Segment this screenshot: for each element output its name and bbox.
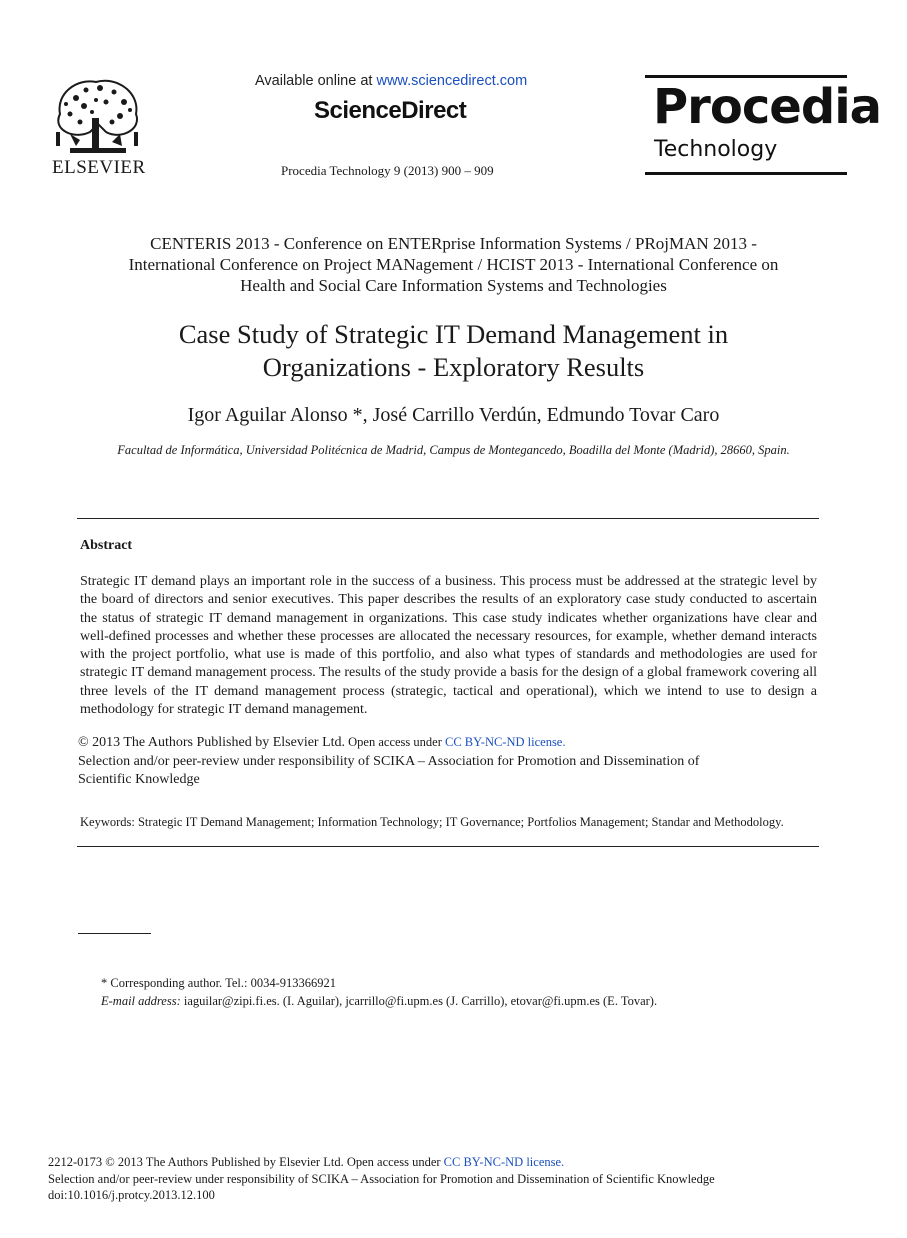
conference-info <box>0 233 907 296</box>
footer-line-1 <box>48 1154 715 1171</box>
license-link[interactable]: CC BY-NC-ND license. <box>445 735 566 749</box>
sciencedirect-logo: ScienceDirect <box>314 97 467 124</box>
page-footer <box>48 1154 715 1204</box>
footer-license-link[interactable]: CC BY-NC-ND license. <box>443 1155 565 1169</box>
email-label: E-mail address: <box>101 994 181 1008</box>
logo-bottom-bar <box>645 172 847 175</box>
divider-bottom <box>77 846 819 847</box>
conference-line-1: CENTERIS 2013 - Conference on ENTERprise Information Systems / PRojMAN 2013 - <box>150 234 757 253</box>
conference-line-2: International Conference on Project MANagement / HCIST 2013 - International Conference on <box>128 255 779 274</box>
sciencedirect-link[interactable]: www.sciencedirect.com <box>376 73 528 89</box>
corresponding-author: * Corresponding author. Tel.: 0034-913366921 <box>101 976 336 990</box>
footnote-rule <box>78 933 151 934</box>
copyright-line-2: Selection and/or peer-review under responsibility of SCIKA – Association for Promotion and Dissemination of <box>78 753 700 769</box>
procedia-title: Procedia <box>653 79 882 135</box>
email-addresses <box>101 994 657 1009</box>
copyright-main: © 2013 The Authors Published by Elsevier Ltd. <box>78 735 346 750</box>
copyright-line-1 <box>78 733 818 753</box>
affiliation: Facultad de Informática, Universidad Politécnica de Madrid, Campus de Montegancedo, Boadilla del Monte (Madrid), 28660, Spain. <box>117 443 790 457</box>
abstract-text: Strategic IT demand plays an important role in the success of a business. This process must be addressed at the strategic level by the board of directors and senior executives. This paper describes the results of an exploratory case study conducted to ascertain the status of strategic IT demand management in organizations. This case study indicates whether organizations have clear and well-defined processes and whether these processes are allocated the necessary resources, for example, whether demand interacts with the project portfolio, what use is made of this portfolio, and also what types of standards and methodologies are used for strategic IT demand management process. The results of the study provide a basis for the design of a global framework covering all three levels of the IT demand management process (strategic, tactical and operational), which we intend to use to design a methodology for strategic IT demand management. <box>80 574 817 718</box>
logo-top-bar <box>645 75 847 78</box>
open-access-text: Open access under <box>345 735 445 749</box>
footer-doi: doi:10.1016/j.protcy.2013.12.100 <box>48 1188 215 1202</box>
abstract-heading: Abstract <box>80 538 133 553</box>
title-line-1: Case Study of Strategic IT Demand Management in <box>178 319 729 349</box>
procedia-subtitle: Technology <box>654 137 778 162</box>
footer-issn: 2212-0173 © 2013 The Authors Published by Elsevier Ltd. Open access under <box>48 1155 444 1169</box>
procedia-technology-logo <box>645 75 882 177</box>
available-prefix: Available online at <box>255 73 377 89</box>
divider-top <box>77 518 819 519</box>
copyright-line-3: Scientific Knowledge <box>78 772 200 787</box>
email-list: iaguilar@zipi.fi.es. (I. Aguilar), jcarrillo@fi.upm.es (J. Carrillo), etovar@fi.upm.es (E. Tovar). <box>180 994 658 1008</box>
paper-title <box>0 318 907 384</box>
keywords: Keywords: Strategic IT Demand Management; Information Technology; IT Governance; Portfolios Management; Standar and Methodology. <box>80 815 784 829</box>
copyright-block <box>78 733 818 790</box>
authors: Igor Aguilar Alonso *, José Carrillo Verdún, Edmundo Tovar Caro <box>187 404 720 426</box>
publisher-name: ELSEVIER <box>52 157 146 178</box>
conference-line-3: Health and Social Care Information Systems and Technologies <box>240 276 667 295</box>
available-online-text <box>255 73 527 89</box>
journal-reference: Procedia Technology 9 (2013) 900 – 909 <box>281 163 494 178</box>
title-line-2: Organizations - Exploratory Results <box>262 352 645 382</box>
footer-line-2: Selection and/or peer-review under responsibility of SCIKA – Association for Promotion and Dissemination of Scientific Knowledge <box>48 1171 715 1186</box>
